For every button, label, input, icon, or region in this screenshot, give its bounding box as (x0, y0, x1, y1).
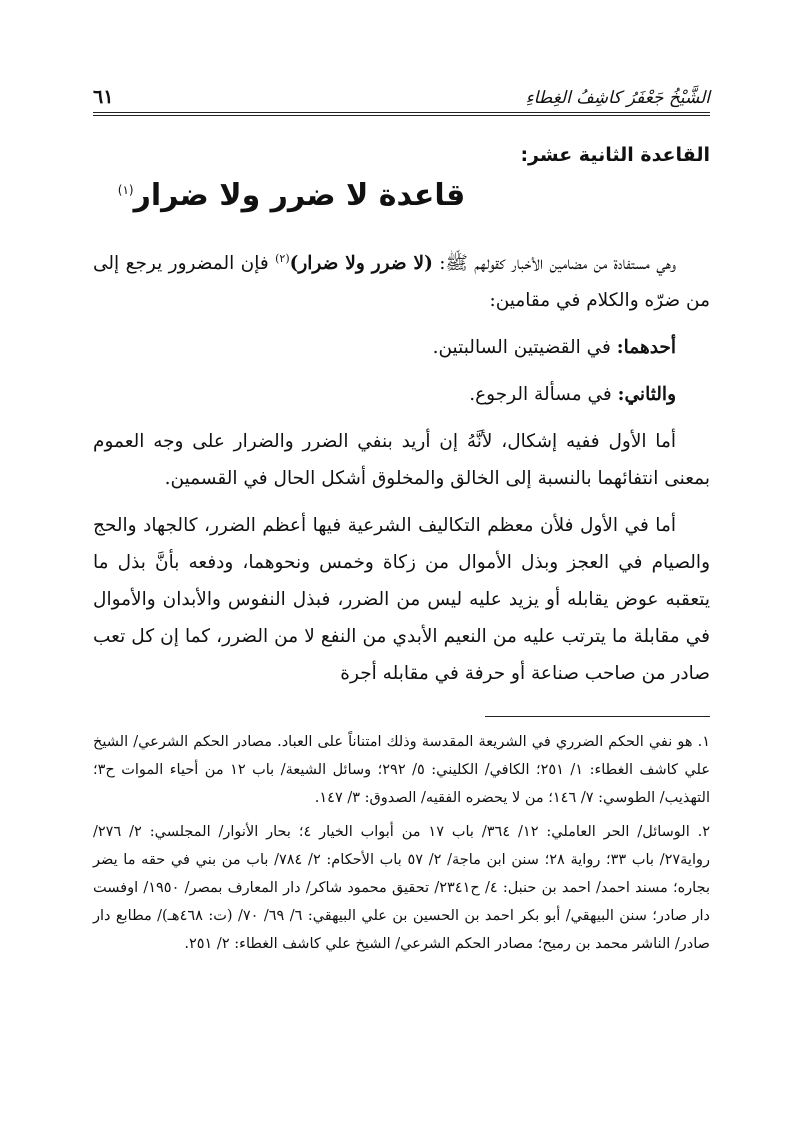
p1-footnote-ref: (٢) (275, 252, 290, 265)
section-title-text: قاعدة لا ضرر ولا ضرار (133, 178, 466, 213)
footnote-1: ١. هو نفي الحكم الضرري في الشريعة المقدسة وذلك امتناناً على العباد. مصادر الحكم الشرعي/ الشيخ علي كاشف الغطاء: ١/ ٢٥١؛ الكافي/ الكليني: ٥/ ٢٩٢؛ وسائل الشيعة/ باب ١٢ من أحياء الموات ح٣؛ التهذيب/ الطوسي: ٧/ ١٤٦؛ من لا يحضره الفقيه/ الصدوق: ٣/ ١٤٧. (93, 734, 710, 806)
paragraph-4: أما الأول ففيه إشكال، لأنَّهُ إن أريد بنفي الضرر والضرار على وجه العموم بمعنى انتفائهما بالنسبة إلى الخالق والمخلوق أشكل الحال في القسمين. (93, 431, 710, 490)
paragraph-2 (93, 329, 710, 366)
page-number: ٦١ (93, 86, 114, 108)
body-text (93, 240, 710, 702)
paragraph-3 (93, 376, 710, 413)
section-title (93, 178, 710, 213)
footnotes (93, 728, 710, 964)
paragraph-1 (93, 240, 710, 319)
p1-text-a: وهي مستفادة من مضامين الأخبار كقولهم ﷺ: (432, 253, 677, 275)
section-kicker: القاعدة الثانية عشر: (520, 144, 710, 166)
p2-label: أحدهما: (616, 337, 676, 359)
footnote-2: ٢. الوسائل/ الحر العاملي: ١٢/ ٣٦٤/ باب ١٧ من أبواب الخيار ٤؛ بحار الأنوار/ المجلسي: ٢/ ٢٧٦/ رواية٢٧/ باب ٣٣؛ رواية ٢٨؛ سنن ابن ماجة/ ٢/ ٥٧ باب الأحكام: ٢/ ٧٨٤/ باب من بني في حقه ما يضر بجاره؛ مسند احمد/ احمد بن حنبل: ٤/ ح٢٣٤١/ تحقيق محمود شاكر/ دار المعارف بمصر/ ١٩٥٠/ اوفست دار صادر؛ سنن البيهقي/ أبو بكر احمد بن الحسين بن علي البيهقي: ٦/ ٦٩/ ٧٠/ (ت: ٤٦٨هـ)/ مطابع دار صادر/ الناشر محمد بن رميح؛ مصادر الحكم الشرعي/ الشيخ علي كاشف الغطاء: ٢/ ٢٥١. (93, 824, 711, 952)
p1-quote: (لا ضرر ولا ضرار) (289, 253, 433, 275)
p2-text: في القضيتين السالبتين. (432, 337, 617, 359)
header-rule (93, 112, 710, 116)
title-footnote-ref: (١) (117, 183, 134, 197)
running-title: الشَّيْخُ جَعْفَرُ كاشِفُ الغِطاءِ (525, 88, 710, 108)
footnote-separator (485, 716, 710, 717)
running-header (93, 78, 710, 108)
p3-label: والثاني: (617, 384, 676, 406)
p3-text: في مسألة الرجوع. (469, 384, 618, 406)
p1-text-b: فإن المضرور يرجع إلى من ضرّه والكلام في مقامين: (93, 253, 710, 312)
paragraph-5: أما في الأول فلأن معظم التكاليف الشرعية فيها أعظم الضرر، كالجهاد والحج والصيام في العجز وبذل الأموال من زكاة وخمس ونحوهما، ودفعه بأنَّ بذل ما يتعقبه عوض يقابله أو يزيد عليه ليس من الضرر، فبذل النفوس والأبدان والأموال في مقابلة ما يترتب عليه من النعيم الأبدي من النفع لا من الضرر، كما إن كل تعب صادر من صاحب صناعة أو حرفة في مقابله أجرة (93, 515, 710, 685)
